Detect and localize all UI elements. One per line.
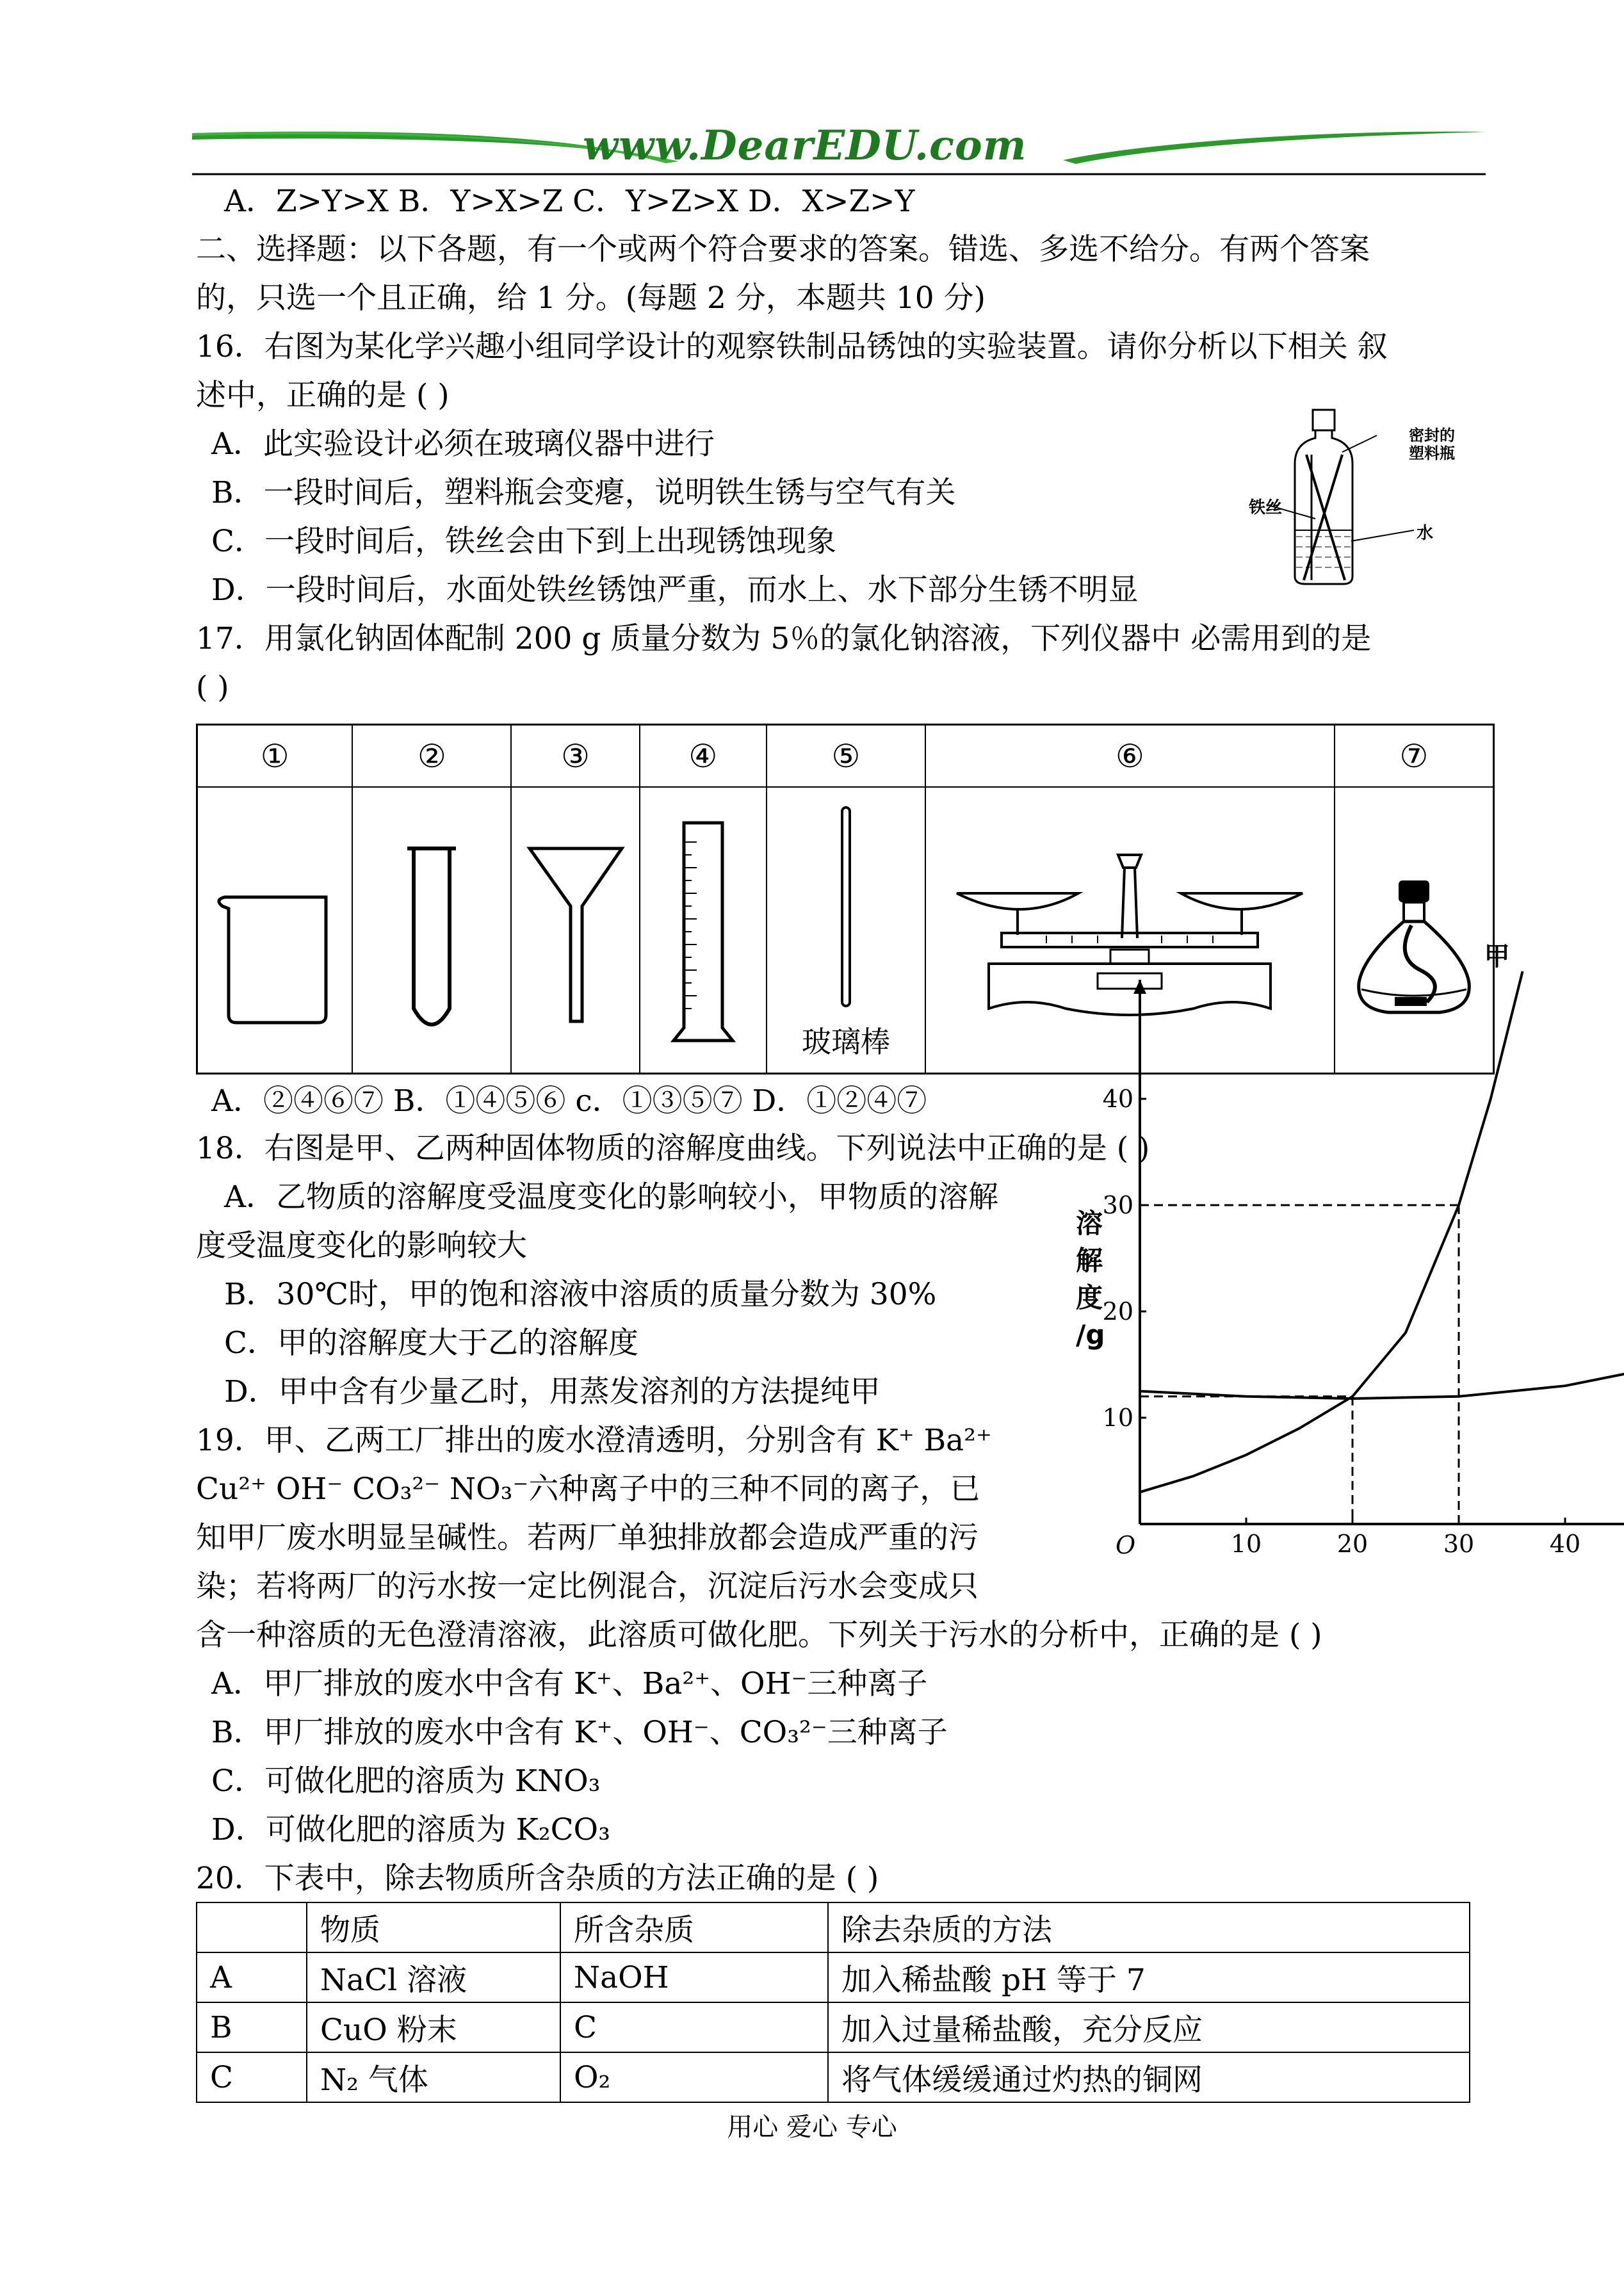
alcohol-lamp-icon bbox=[1350, 874, 1478, 1028]
x-tick-label: 10 bbox=[1230, 1530, 1262, 1558]
apparatus-header: ⑦ bbox=[1335, 725, 1494, 788]
table-cell: C bbox=[560, 2002, 828, 2052]
table-header-cell bbox=[197, 1902, 307, 1952]
apparatus-header: ③ bbox=[511, 725, 639, 788]
glass-rod-icon bbox=[827, 801, 865, 1012]
q19-option-c: C．可做化肥的溶质为 KNO₃ bbox=[211, 1764, 601, 1799]
table-cell: O₂ bbox=[560, 2052, 828, 2102]
q19-line-5: 含一种溶质的无色澄清溶液，此溶质可做化肥。下列关于污水的分析中，正确的是 ( ) bbox=[196, 1618, 1322, 1653]
balance-scale-icon bbox=[950, 842, 1309, 1034]
site-logo-text: www.DearEDU.com bbox=[583, 122, 1027, 170]
solubility-chart bbox=[1063, 941, 1581, 1601]
table-cell: B bbox=[197, 2002, 307, 2052]
q18-option-a-1: A．乙物质的溶解度受温度变化的影响较小，甲物质的溶解 bbox=[224, 1180, 998, 1215]
funnel-icon bbox=[524, 836, 627, 1028]
q19-option-a: A．甲厂排放的废水中含有 K⁺、Ba²⁺、OH⁻三种离子 bbox=[211, 1666, 928, 1701]
apparatus-header: ⑤ bbox=[767, 725, 925, 788]
impurity-table bbox=[196, 1902, 1470, 2103]
funnel-cell bbox=[511, 787, 639, 1074]
table-header-cell: 除去杂质的方法 bbox=[828, 1902, 1470, 1952]
q16-option-d: D．一段时间后，水面处铁丝锈蚀严重，而水上、水下部分生锈不明显 bbox=[211, 572, 1139, 608]
q19-line-4: 染；若将两厂的污水按一定比例混合，沉淀后污水会变成只 bbox=[196, 1569, 978, 1604]
q17-stem-1: 17．用氯化钠固体配制 200 g 质量分数为 5％的氯化钠溶液，下列仪器中 必需用到的是 bbox=[196, 621, 1372, 656]
table-row bbox=[197, 2052, 1470, 2102]
apparatus-header: ① bbox=[197, 725, 353, 788]
q17-stem-2: ( ) bbox=[196, 670, 229, 705]
q19-option-d: D．可做化肥的溶质为 K₂CO₃ bbox=[211, 1812, 610, 1847]
x-tick-label: 40 bbox=[1549, 1530, 1581, 1558]
table-cell: A bbox=[197, 1952, 307, 2002]
table-cell: 加入过量稀盐酸，充分反应 bbox=[828, 2002, 1470, 2052]
table-cell: 将气体缓缓通过灼热的铜网 bbox=[828, 2052, 1470, 2102]
q19-line-3: 知甲厂废水明显呈碱性。若两厂单独排放都会造成严重的污 bbox=[196, 1520, 978, 1555]
q18-option-a-2: 度受温度变化的影响较大 bbox=[196, 1228, 527, 1263]
alcohol-lamp-cell bbox=[1335, 787, 1494, 1074]
q17-options: A．②④⑥⑦ B．①④⑤⑥ c．①③⑤⑦ D．①②④⑦ bbox=[211, 1083, 927, 1119]
table-cell: CuO 粉末 bbox=[307, 2002, 560, 2052]
graduated-cylinder-cell bbox=[640, 787, 767, 1074]
q20-stem: 20．下表中，除去物质所含杂质的方法正确的是 ( ) bbox=[196, 1861, 879, 1896]
x-tick-label: 20 bbox=[1336, 1530, 1368, 1558]
table-cell: C bbox=[197, 2052, 307, 2102]
table-cell: NaOH bbox=[560, 1952, 828, 2002]
header-banner bbox=[192, 122, 1486, 179]
table-cell: N₂ 气体 bbox=[307, 2052, 560, 2102]
y-tick-label: 10 bbox=[1102, 1404, 1133, 1432]
rust-experiment-figure bbox=[1249, 410, 1486, 589]
y-axis-label-char: 溶 bbox=[1076, 1208, 1103, 1239]
y-tick-label: 40 bbox=[1102, 1085, 1133, 1113]
label-water: 水 bbox=[1417, 524, 1434, 543]
table-cell: 加入稀盐酸 pH 等于 7 bbox=[828, 1952, 1470, 2002]
label-sealed-bottle-line1: 密封的 bbox=[1409, 426, 1455, 444]
q18-stem: 18．右图是甲、乙两种固体物质的溶解度曲线。下列说法中正确的是 ( ) bbox=[196, 1131, 1150, 1166]
q16-option-b: B．一段时间后，塑料瓶会变瘪，说明铁生锈与空气有关 bbox=[211, 475, 956, 510]
q15-options: A．Z>Y>X B．Y>X>Z C．Y>Z>X D．X>Z>Y bbox=[224, 184, 915, 219]
table-row bbox=[197, 1952, 1470, 2002]
solubility-chart-svg bbox=[1063, 941, 1581, 1601]
apparatus-header: ⑥ bbox=[925, 725, 1335, 788]
series-label: 甲 bbox=[1484, 941, 1510, 971]
graduated-cylinder-icon bbox=[665, 816, 742, 1047]
test-tube-icon bbox=[393, 836, 470, 1041]
table-header-row bbox=[197, 1902, 1470, 1952]
y-axis-label-char: 解 bbox=[1076, 1245, 1103, 1276]
glass-rod-label: 玻璃棒 bbox=[801, 1025, 890, 1059]
y-axis-label-char: 度 bbox=[1076, 1282, 1103, 1313]
q18-option-b: B．30℃时，甲的饱和溶液中溶质的质量分数为 30% bbox=[224, 1277, 937, 1312]
apparatus-table bbox=[196, 724, 1495, 1075]
section2-note: 的，只选一个且正确，给 1 分。(每题 2 分，本题共 10 分) bbox=[196, 280, 986, 316]
apparatus-header: ② bbox=[352, 725, 511, 788]
table-header-cell: 所含杂质 bbox=[560, 1902, 828, 1952]
balance-cell bbox=[925, 787, 1335, 1074]
apparatus-header: ④ bbox=[640, 725, 767, 788]
label-sealed-bottle-line2: 塑料瓶 bbox=[1409, 444, 1455, 462]
page-footer: 用心 爱心 专心 bbox=[727, 2113, 897, 2142]
q16-stem-1: 16．右图为某化学兴趣小组同学设计的观察铁制品锈蚀的实验装置。请你分析以下相关 叙 bbox=[196, 329, 1388, 364]
q16-stem-2: 述中，正确的是 ( ) bbox=[196, 378, 450, 413]
y-tick-label: 20 bbox=[1102, 1297, 1133, 1326]
series-line bbox=[1140, 1343, 1624, 1399]
y-tick-label: 30 bbox=[1102, 1191, 1133, 1219]
origin-label: O bbox=[1116, 1531, 1136, 1559]
table-row bbox=[197, 2002, 1470, 2052]
q18-option-c: C．甲的溶解度大于乙的溶解度 bbox=[224, 1326, 638, 1361]
table-cell: NaCl 溶液 bbox=[307, 1952, 560, 2002]
q19-line-1: 19．甲、乙两工厂排出的废水澄清透明，分别含有 K⁺ Ba²⁺ bbox=[196, 1423, 992, 1458]
glass-rod-cell bbox=[767, 787, 925, 1074]
beaker-icon bbox=[211, 842, 339, 1034]
y-axis-label-char: /g bbox=[1076, 1319, 1105, 1350]
label-iron-wire: 铁丝 bbox=[1249, 498, 1283, 517]
q19-option-b: B．甲厂排放的废水中含有 K⁺、OH⁻、CO₃²⁻三种离子 bbox=[211, 1715, 948, 1750]
beaker-cell bbox=[197, 787, 353, 1074]
q16-option-a: A．此实验设计必须在玻璃仪器中进行 bbox=[211, 426, 715, 462]
x-tick-label: 30 bbox=[1443, 1530, 1475, 1558]
table-header-cell: 物质 bbox=[307, 1902, 560, 1952]
test-tube-cell bbox=[352, 787, 511, 1074]
q16-option-c: C．一段时间后，铁丝会由下到上出现锈蚀现象 bbox=[211, 524, 836, 559]
section2-title: 二、选择题：以下各题，有一个或两个符合要求的答案。错选、多选不给分。有两个答案 bbox=[196, 232, 1370, 267]
q18-option-d: D．甲中含有少量乙时，用蒸发溶剂的方法提纯甲 bbox=[224, 1374, 881, 1409]
q19-line-2: Cu²⁺ OH⁻ CO₃²⁻ NO₃⁻六种离子中的三种不同的离子，已 bbox=[196, 1472, 980, 1507]
